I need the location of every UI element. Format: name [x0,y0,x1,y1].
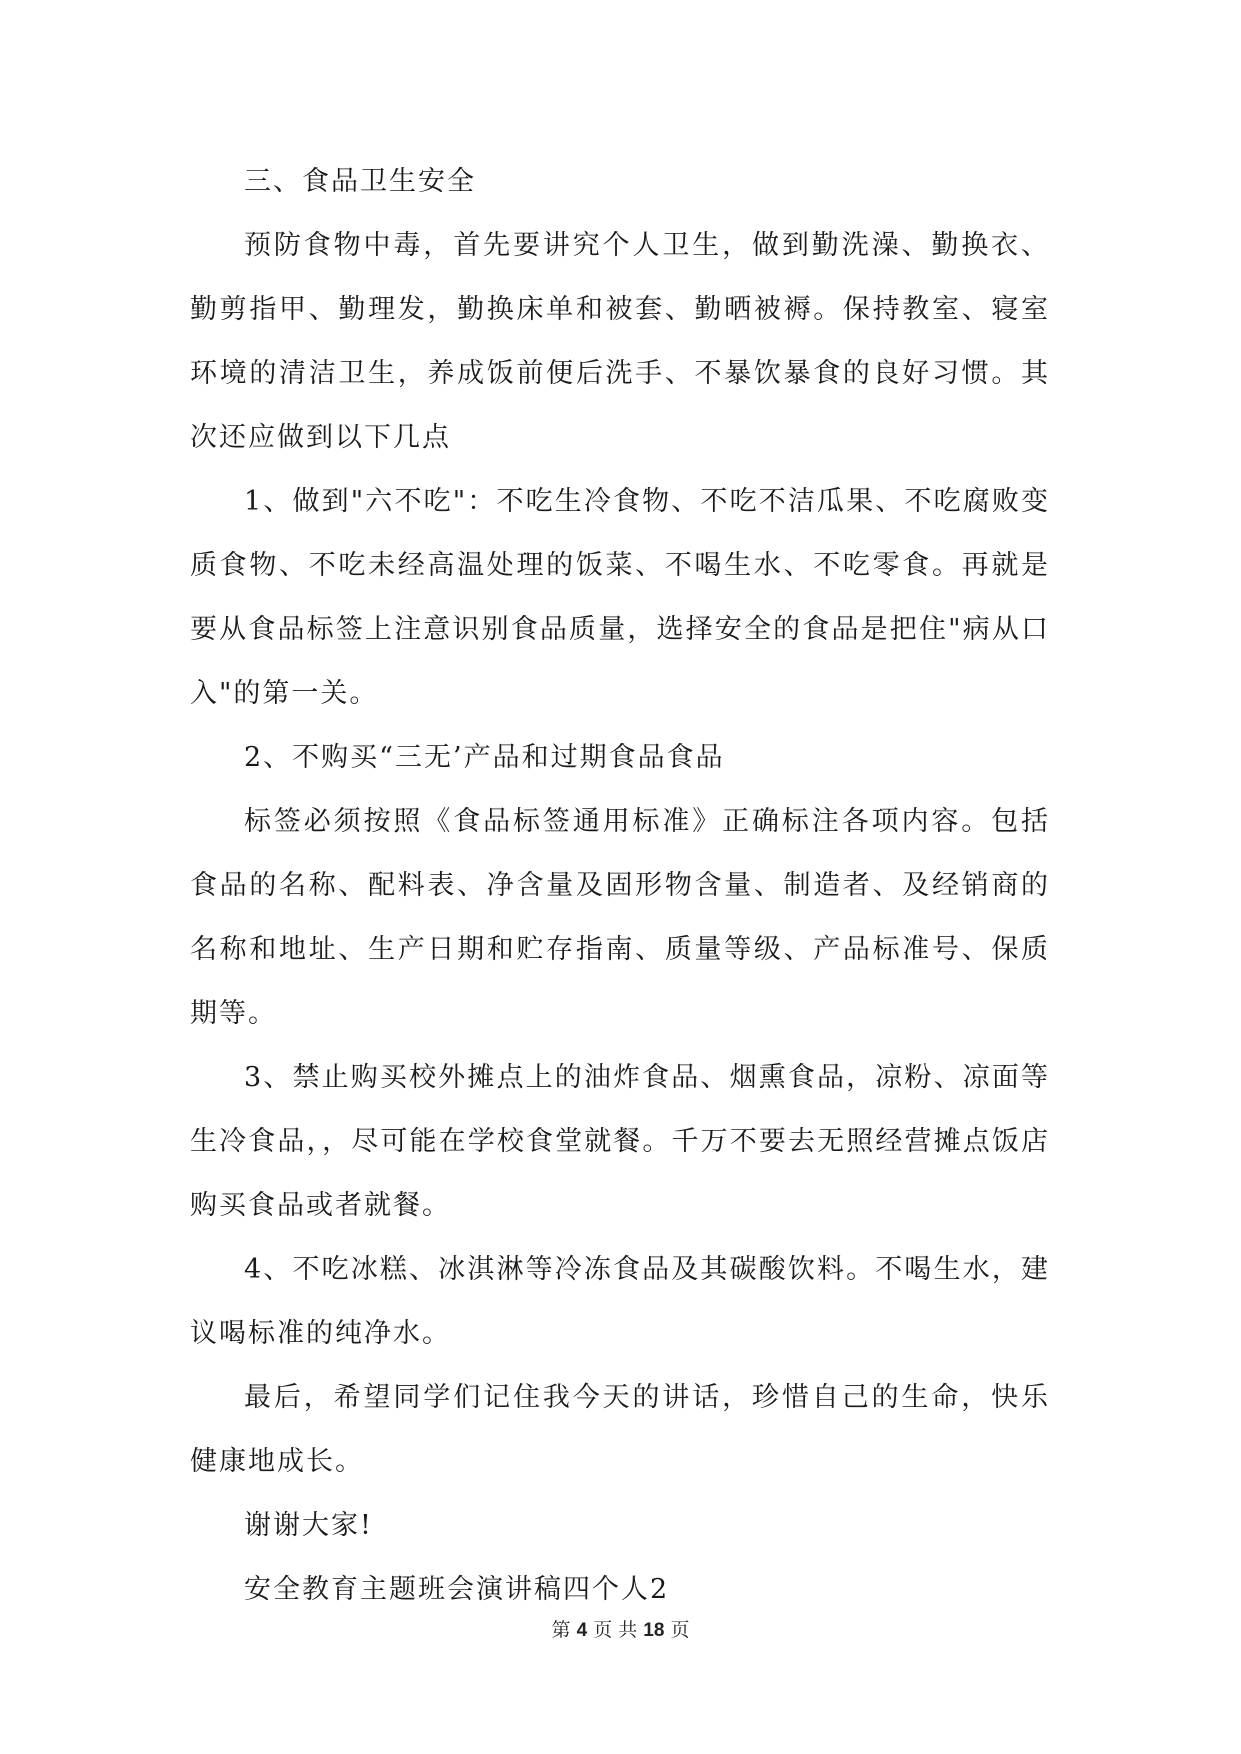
page-number: 4 [576,1620,588,1641]
section-heading: 三、食品卫生安全 [244,166,476,197]
paragraph: 1、做到"六不吃"：不吃生冷食物、不吃不洁瓜果、不吃腐败变质食物、不吃未经高温处理的饭菜、不喝生水、不吃零食。再就是要从食品标签上注意识别食品质量，选择安全的食品是把住"病从口入"的第一关。 [190,486,1050,709]
footer-suffix: 页 [670,1619,690,1641]
footer-prefix: 第 [551,1619,571,1641]
paragraph: 4、不吃冰糕、冰淇淋等冷冻食品及其碳酸饮料。不喝生水，建议喝标准的纯净水。 [190,1254,1050,1349]
paragraph: 预防食物中毒，首先要讲究个人卫生，做到勤洗澡、勤换衣、勤剪指甲、勤理发，勤换床单和被套、勤晒被褥。保持教室、寝室环境的清洁卫生，养成饭前便后洗手、不暴饮暴食的良好习惯。其次还应做到以下几点 [190,230,1050,453]
paragraph: 3、禁止购买校外摊点上的油炸食品、烟熏食品，凉粉、凉面等生冷食品，，尽可能在学校食堂就餐。千万不要去无照经营摊点饭店购买食品或者就餐。 [190,1062,1050,1221]
document-body [190,150,1050,1622]
next-title: 安全教育主题班会演讲稿四个人2 [244,1574,670,1605]
page-total: 18 [643,1620,665,1641]
paragraph: 最后，希望同学们记住我今天的讲话，珍惜自己的生命，快乐健康地成长。 [190,1382,1050,1477]
paragraph: 标签必须按照《食品标签通用标准》正确标注各项内容。包括食品的名称、配料表、净含量及固形物含量、制造者、及经销商的名称和地址、生产日期和贮存指南、质量等级、产品标准号、保质期等。 [190,806,1050,1029]
footer-middle: 页 共 [593,1619,638,1641]
page-footer [0,1618,1241,1643]
paragraph: 谢谢大家! [244,1510,373,1541]
paragraph: 2、不购买“三无’产品和过期食品食品 [244,742,725,773]
